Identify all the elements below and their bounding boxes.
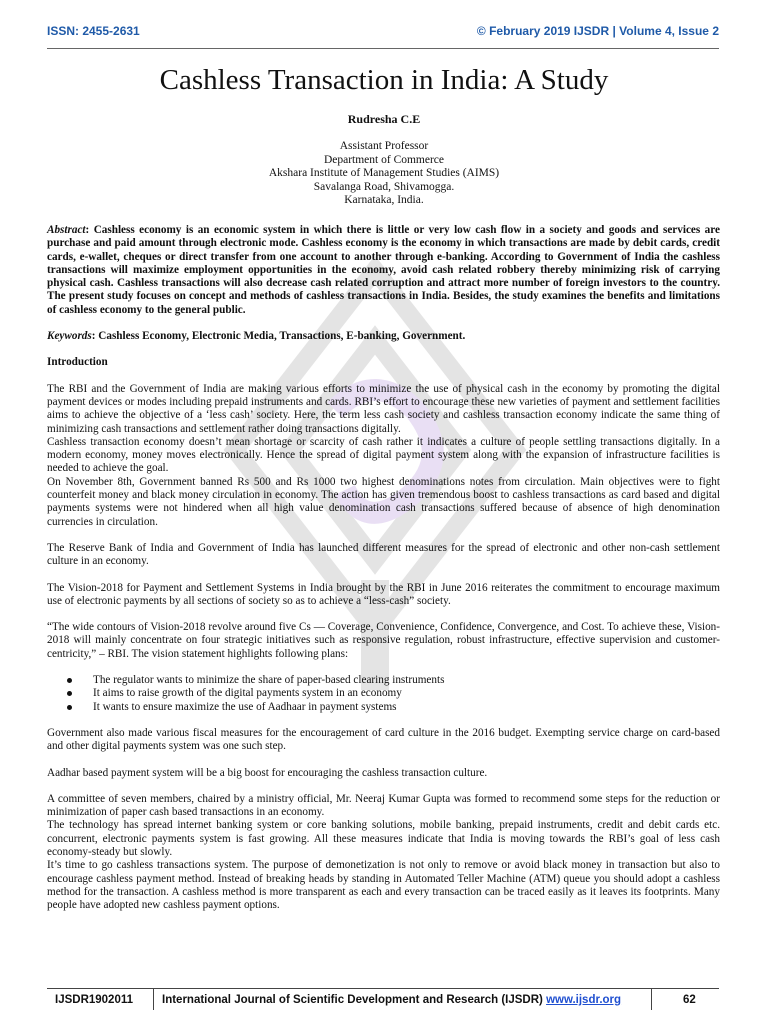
body-paragraph: The Reserve Bank of India and Government of India has launched different measures for the spread of electronic and other non-cash settlement culture in an economy. (47, 541, 720, 568)
page-number: 62 (683, 994, 696, 1006)
header-rule (47, 48, 719, 49)
paper-title: Cashless Transaction in India: A Study (159, 64, 609, 96)
body-paragraph: The RBI and the Government of India are making various efforts to minimize the use of physical cash in the economy by promoting the digital payment devices or modes including prepaid instruments and cards. RBI’s effort to encourage these new varieties of payment and settlement facilities aims to achieve the objective of a ‘less cash’ society. Here, the term less cash society and cashless transaction economy indicate the same thing of minimizing cash transactions and settlement rather doing transactions digitally. (47, 382, 720, 435)
keywords-text: : Cashless Economy, Electronic Media, Transactions, E-banking, Government. (91, 330, 466, 343)
abstract-label: Abstract (47, 224, 86, 236)
journal-url-link[interactable]: www.ijsdr.org (546, 994, 622, 1006)
paper-body (47, 224, 720, 912)
affiliation-line: Savalanga Road, Shivamogga. (313, 180, 455, 193)
journal-name-text: International Journal of Scientific Development and Research (IJSDR) (162, 994, 547, 1006)
footer-divider (651, 988, 652, 1010)
list-item-text: It aims to raise growth of the digital payments system in an economy (93, 687, 402, 700)
affiliation-line: Department of Commerce (323, 153, 445, 166)
plans-list (47, 674, 720, 714)
issn-label: ISSN: 2455-2631 (47, 24, 140, 38)
author-name: Rudresha C.E (347, 112, 421, 126)
affiliation-line: Karnataka, India. (344, 194, 424, 206)
footer-rule (47, 988, 719, 989)
body-paragraph: Aadhar based payment system will be a big boost for encouraging the cashless transaction culture. (47, 766, 488, 779)
body-paragraph: Cashless transaction economy doesn’t mean shortage or scarcity of cash rather it indicates a culture of people settling transactions digitally. In a modern economy, money moves electronically. Hence the spread of digital payment system along with the expansion of infrastructure facilities is needed to achieve the goal. (47, 435, 720, 475)
page-footer (47, 988, 719, 1012)
abstract-paragraph (47, 224, 720, 317)
abstract-text: : Cashless economy is an economic system in which there is little or very low cash flow in a society and goods and services are purchase and paid amount through electronic mode. Cashless economy is the economy in which transactions are made by debit cards, credit cards, e-wallet, cheques or direct transfer from one account to another through e-banking. According to Government of India the cashless transactions will maximize employment opportunities in the economy, avoid cash related robbery thereby minimizing risk of carrying physical cash. Cashless transactions will also decrease cash related corruption and attract more number of foreign investors to the country. The present study focuses on concept and methods of cashless transactions in India. Besides, the study examines the benefits and limitations of cashless economy to the general public. (47, 224, 720, 316)
body-paragraph: A committee of seven members, chaired by a ministry official, Mr. Neeraj Kumar Gupta was formed to recommend some steps for the reduction or minimization of paper cash based transactions in an economy. (47, 792, 720, 819)
page-header (47, 24, 719, 44)
bullet-icon (67, 678, 72, 683)
date-volume-label: © February 2019 IJSDR | Volume 4, Issue 2 (476, 24, 719, 38)
paper-code: IJSDR1902011 (55, 994, 134, 1006)
list-item (93, 701, 720, 714)
affiliation-line: Akshara Institute of Management Studies (AIMS) (268, 167, 500, 179)
bullet-icon (67, 691, 72, 696)
body-paragraph: It’s time to go cashless transactions system. The purpose of demonetization is not only to remove or avoid black money in transaction but also to encourage cashless payment method. Instead of breaking heads by standing in Automated Teller Machine (ATM) queue you should adopt a cashless method for the transaction. A cashless method is more transparent as each and every transaction can be traced easily as it leaves its footprints. Many people have adopted new cashless payment options. (47, 859, 720, 912)
body-paragraph: “The wide contours of Vision-2018 revolve around five Cs — Coverage, Convenience, Confidence, Convergence, and Cost. To achieve these, Vision-2018 will mainly concentrate on four strategic initiatives such as responsive regulation, robust infrastructure, effective supervision and customer-centricity,” – RBI. The vision statement highlights following plans: (47, 621, 720, 660)
footer-divider (153, 988, 154, 1010)
list-item (93, 687, 720, 700)
body-paragraph: The technology has spread internet banking system or core banking solutions, mobile banking, prepaid instruments, credit and debit cards etc. concurrent, electronic payments system is fast growing. All these measures indicate that India is moving towards the RBI’s goal of less cash economy-steady but slowly. (47, 819, 720, 858)
introduction-heading: Introduction (47, 356, 108, 369)
body-paragraph: The Vision-2018 for Payment and Settlement Systems in India brought by the RBI in June 2016 reiterates the commitment to encourage maximum use of electronic payments by all sections of society so as to achieve a “less-cash” society. (47, 581, 720, 607)
affiliation-line: Assistant Professor (339, 140, 429, 152)
bullet-icon (67, 705, 72, 710)
author-affiliation (0, 140, 768, 208)
list-item (93, 674, 720, 687)
keywords-paragraph (47, 330, 720, 343)
list-item-text: It wants to ensure maximize the use of Aadhaar in payment systems (93, 700, 397, 713)
keywords-label: Keywords (47, 330, 92, 343)
list-item-text: The regulator wants to minimize the share of paper-based clearing instruments (93, 674, 445, 687)
body-paragraph: On November 8th, Government banned Rs 500 and Rs 1000 two highest denominations notes from circulation. Main objectives were to fight counterfeit money and black money circulation in economy. The action has given tremendous boost to cashless transactions as card based and digital payments systems were not hindered when all high value denomination cash transactions suffered because of absence of high denomination currencies in circulation. (47, 475, 720, 528)
journal-name (162, 994, 621, 1006)
body-paragraph: Government also made various fiscal measures for the encouragement of card culture in the 2016 budget. Exempting service charge on card-based and other digital payments system was one such step. (47, 726, 720, 753)
